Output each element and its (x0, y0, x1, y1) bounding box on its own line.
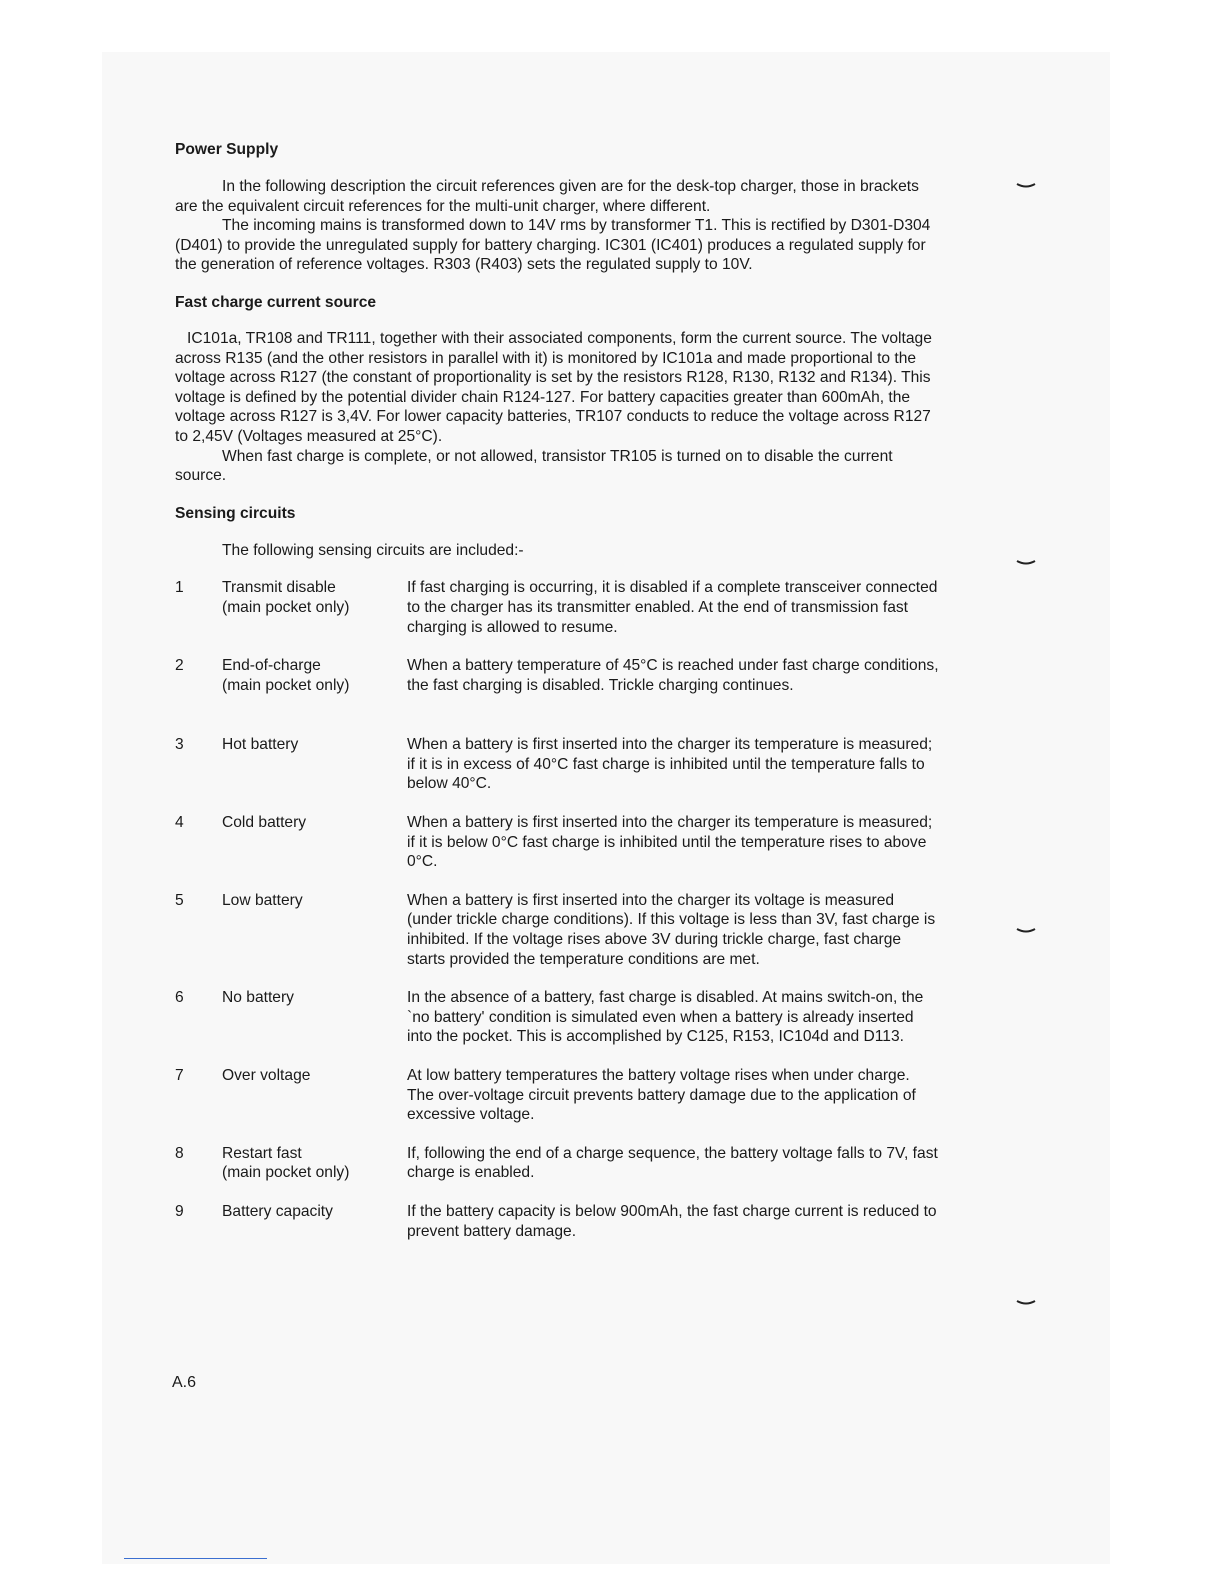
item-description: If the battery capacity is below 900mAh, the fast charge current is reduced to prevent battery damage. (407, 1202, 937, 1240)
sensing-item-hot-battery (175, 735, 940, 794)
item-description: When a battery is first inserted into the charger its temperature is measured; if it is below 0°C fast charge is inhibited until the temperature rises to above 0°C. (407, 814, 933, 871)
sensing-item-restart-fast (175, 1144, 940, 1183)
item-name (222, 988, 407, 1008)
power-supply-body (175, 177, 940, 275)
item-number: 3 (175, 736, 184, 754)
item-name-sub: (main pocket only) (222, 676, 350, 694)
item-number: 8 (175, 1144, 184, 1162)
item-name (222, 1144, 407, 1183)
footer-divider (124, 1558, 267, 1559)
section-title-fast-charge: Fast charge current source (175, 293, 377, 311)
item-number: 2 (175, 657, 184, 675)
item-name (222, 1066, 407, 1086)
sensing-item-no-battery (175, 988, 940, 1047)
binding-mark-icon (1016, 557, 1036, 567)
item-name-main: Low battery (222, 891, 303, 909)
item-description: If fast charging is occurring, it is disabled if a complete transceiver connected to the charger has its transmitter enabled. At the end of transmission fast charging is allowed to resume. (407, 579, 938, 636)
item-name-main: Hot battery (222, 736, 299, 754)
item-description: When a battery temperature of 45°C is reached under fast charge conditions, the fast charging is disabled. Trickle charging continues. (407, 657, 939, 694)
sensing-intro: The following sensing circuits are included:- (222, 541, 524, 559)
item-number: 5 (175, 891, 184, 909)
item-number: 7 (175, 1067, 184, 1084)
item-description: When a battery is first inserted into the charger its temperature is measured; if it is in excess of 40°C fast charge is inhibited until the temperature falls to below 40°C. (407, 736, 933, 793)
item-number: 6 (175, 989, 184, 1007)
fast-charge-para-2: When fast charge is complete, or not allowed, transistor TR105 is turned on to disable the current source. (175, 447, 893, 485)
sensing-item-transmit-disable (175, 578, 940, 637)
item-description: If, following the end of a charge sequence, the battery voltage falls to 7V, fast charge is enabled. (407, 1144, 938, 1182)
item-name (222, 578, 407, 617)
item-name (222, 813, 407, 833)
item-name (222, 656, 407, 695)
item-number: 4 (175, 814, 184, 832)
document-content (175, 140, 940, 1241)
sensing-item-cold-battery (175, 813, 940, 872)
item-name-main: Over voltage (222, 1067, 311, 1084)
sensing-item-end-of-charge (175, 656, 940, 695)
item-description: At low battery temperatures the battery voltage rises when under charge. The over-voltage circuit prevents battery damage due to the application of excessive voltage. (407, 1067, 916, 1124)
item-description: When a battery is first inserted into the charger its voltage is measured (under trickle charge conditions). If this voltage is less than 3V, fast charge is inhibited. If the voltage rises above 3V during trickle charge, fast charge starts provided the temperature conditions are met. (407, 891, 936, 968)
sensing-list (175, 578, 940, 1241)
sensing-item-low-battery (175, 891, 940, 969)
binding-mark-icon (1016, 180, 1036, 190)
sensing-item-battery-capacity (175, 1202, 940, 1241)
item-description: In the absence of a battery, fast charge is disabled. At mains switch-on, the `no battery' condition is simulated even when a battery is already inserted into the pocket. This is accomplished by C125, R153, IC104d and D113. (407, 989, 924, 1046)
item-name-sub: (main pocket only) (222, 598, 350, 616)
item-name-main: Transmit disable (222, 579, 336, 597)
item-name-main: Restart fast (222, 1144, 302, 1162)
item-name (222, 891, 407, 911)
item-number: 1 (175, 579, 184, 597)
section-title-sensing: Sensing circuits (175, 504, 296, 522)
page-number: A.6 (172, 1374, 197, 1391)
item-name (222, 1202, 407, 1222)
binding-mark-icon (1016, 1297, 1036, 1307)
item-name-main: End-of-charge (222, 657, 321, 675)
fast-charge-para-1: IC101a, TR108 and TR111, together with their associated components, form the current source. The voltage across R135 (and the other resistors in parallel with it) is monitored by IC101a and made proportional to the voltage across R127 (the constant of proportionality is set by the resistors R128, R130, R132 and R134). This voltage is defined by the potential divider chain R124-127. For battery capacities greater than 600mAh, the voltage across R127 is 3,4V. For lower capacity batteries, TR107 conducts to reduce the voltage across R127 to 2,45V (Voltages measured at 25°C). (175, 329, 932, 445)
binding-mark-icon (1016, 925, 1036, 935)
item-name-main: Battery capacity (222, 1202, 333, 1220)
item-name-sub: (main pocket only) (222, 1164, 350, 1182)
item-name (222, 735, 407, 755)
item-name-main: Cold battery (222, 814, 307, 832)
section-title-power-supply: Power Supply (175, 141, 279, 158)
power-supply-para-1: In the following description the circuit references given are for the desk-top charger, those in brackets are the equivalent circuit references for the multi-unit charger, where different. (175, 178, 919, 215)
power-supply-para-2: The incoming mains is transformed down to 14V rms by transformer T1. This is rectified by D301-D304 (D401) to provide the unregulated supply for battery charging. IC301 (IC401) produces a regulated supply for the generation of reference voltages. R303 (R403) sets the regulated supply to 10V. (175, 217, 931, 274)
sensing-item-over-voltage (175, 1066, 940, 1125)
item-name-main: No battery (222, 989, 294, 1007)
item-number: 9 (175, 1202, 184, 1220)
